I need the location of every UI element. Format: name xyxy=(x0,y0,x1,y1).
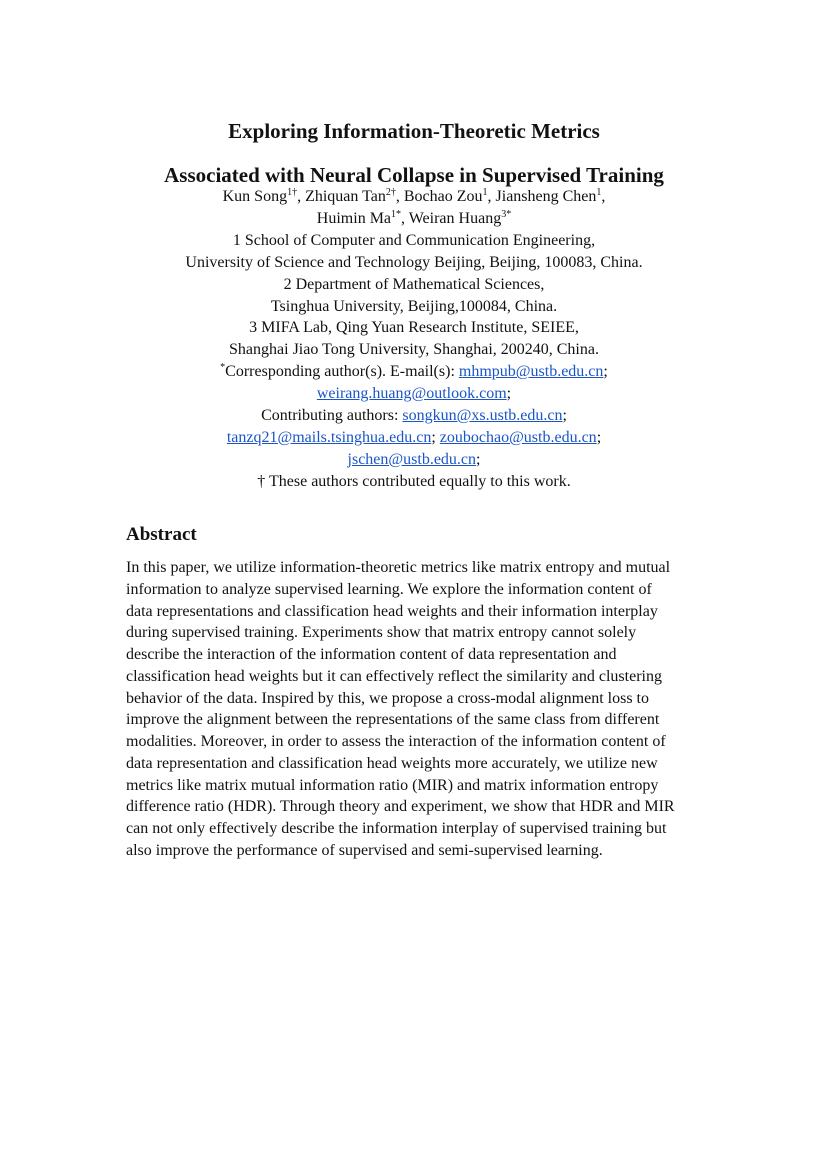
author-affiliation-mark: 1 xyxy=(596,186,602,198)
abstract-body xyxy=(126,557,706,862)
email-separator: ; xyxy=(476,450,481,468)
email-separator: ; xyxy=(596,428,602,446)
abstract-line: In this paper, we utilize information-theoretic metrics like matrix entropy and mutual xyxy=(126,559,671,576)
affiliation-line: 3 MIFA Lab, Qing Yuan Research Institute, SEIEE, xyxy=(249,319,579,337)
author-affiliation-mark: 1† xyxy=(287,186,298,198)
author-name: Kun Song xyxy=(222,188,288,205)
abstract-line: behavior of the data. Inspired by this, we propose a cross-modal alignment loss to xyxy=(126,689,649,707)
affiliation-line: Tsinghua University, Beijing,100084, China. xyxy=(270,297,558,315)
author-separator: , xyxy=(297,188,306,205)
author-affiliation-mark: 3* xyxy=(501,208,512,220)
abstract-line: can not only effectively describe the information interplay of supervised training but xyxy=(126,820,667,837)
correspondence-line xyxy=(0,361,828,383)
affiliation-line: Shanghai Jiao Tong University, Shanghai, 200240, China. xyxy=(229,341,599,359)
author-line-1 xyxy=(0,186,828,208)
affiliation-line: 2 Department of Mathematical Sciences, xyxy=(283,275,545,293)
author-name: Zhiquan Tan xyxy=(305,188,386,205)
title-line-2: Associated with Neural Collapse in Supervised Training xyxy=(164,163,664,187)
abstract-line: describe the interaction of the information content of data representation and xyxy=(126,646,617,663)
author-separator: , xyxy=(395,188,404,205)
abstract-heading: Abstract xyxy=(126,524,197,545)
abstract-line: improve the alignment between the representations of the same class from different xyxy=(126,711,660,729)
contributing-line xyxy=(0,405,828,427)
author-separator: , xyxy=(601,188,606,205)
corresponding-mark: * xyxy=(220,361,226,373)
email-separator: ; xyxy=(431,428,440,446)
abstract-line: modalities. Moreover, in order to assess the interaction of the information content of xyxy=(126,733,666,750)
author-line-2 xyxy=(0,208,828,230)
contributing-line-3 xyxy=(0,449,828,471)
email-separator: ; xyxy=(562,407,567,425)
affiliation-line: University of Science and Technology Beijing, Beijing, 100083, China. xyxy=(185,253,643,271)
abstract-line: metrics like matrix mutual information ratio (MIR) and matrix information entropy xyxy=(126,776,659,794)
email-link[interactable]: tanzq21@mails.tsinghua.edu.cn xyxy=(226,428,432,446)
abstract-line: data representations and classification head weights and their information interplay xyxy=(126,602,658,620)
author-name: Bochao Zou xyxy=(403,188,483,205)
equal-contribution-note: † These authors contributed equally to this work. xyxy=(257,472,571,490)
email-link[interactable]: jschen@ustb.edu.cn xyxy=(347,450,477,468)
email-link[interactable]: mhmpub@ustb.edu.cn xyxy=(458,363,604,381)
author-affiliation-mark: 1* xyxy=(391,208,402,220)
abstract-line: information to analyze supervised learning. We explore the information content of xyxy=(126,580,652,598)
title-line-1: Exploring Information-Theoretic Metrics xyxy=(228,119,600,143)
contributing-label: Contributing authors: xyxy=(261,407,403,425)
email-separator: ; xyxy=(506,385,512,403)
abstract-line: also improve the performance of supervised and semi-supervised learning. xyxy=(126,841,603,859)
abstract-line: classification head weights but it can effectively reflect the similarity and clustering xyxy=(126,667,662,685)
author-block xyxy=(0,186,828,493)
email-link[interactable]: weirang.huang@outlook.com xyxy=(316,385,507,403)
author-affiliation-mark: 2† xyxy=(385,186,396,198)
author-affiliation-mark: 1 xyxy=(482,186,488,198)
author-separator: , xyxy=(401,209,409,227)
paper-title xyxy=(0,109,828,197)
affiliation-line: 1 School of Computer and Communication Engineering, xyxy=(232,231,596,249)
email-link[interactable]: zoubochao@ustb.edu.cn xyxy=(439,428,597,446)
abstract-line: difference ratio (HDR). Through theory and experiment, we show that HDR and MIR xyxy=(126,798,675,816)
email-separator: ; xyxy=(603,363,608,381)
author-name: Jiansheng Chen xyxy=(495,188,597,205)
author-name: Weiran Huang xyxy=(408,209,502,227)
correspondence-line-2 xyxy=(0,383,828,405)
correspondence-label: Corresponding author(s). E-mail(s): xyxy=(225,363,459,381)
contributing-line-2 xyxy=(0,427,828,449)
author-name: Huimin Ma xyxy=(316,209,392,227)
abstract-line: data representation and classification head weights more accurately, we utilize new xyxy=(126,754,658,772)
author-separator: , xyxy=(487,188,496,205)
abstract-line: during supervised training. Experiments show that matrix entropy cannot solely xyxy=(126,624,637,642)
email-link[interactable]: songkun@xs.ustb.edu.cn xyxy=(402,407,563,425)
